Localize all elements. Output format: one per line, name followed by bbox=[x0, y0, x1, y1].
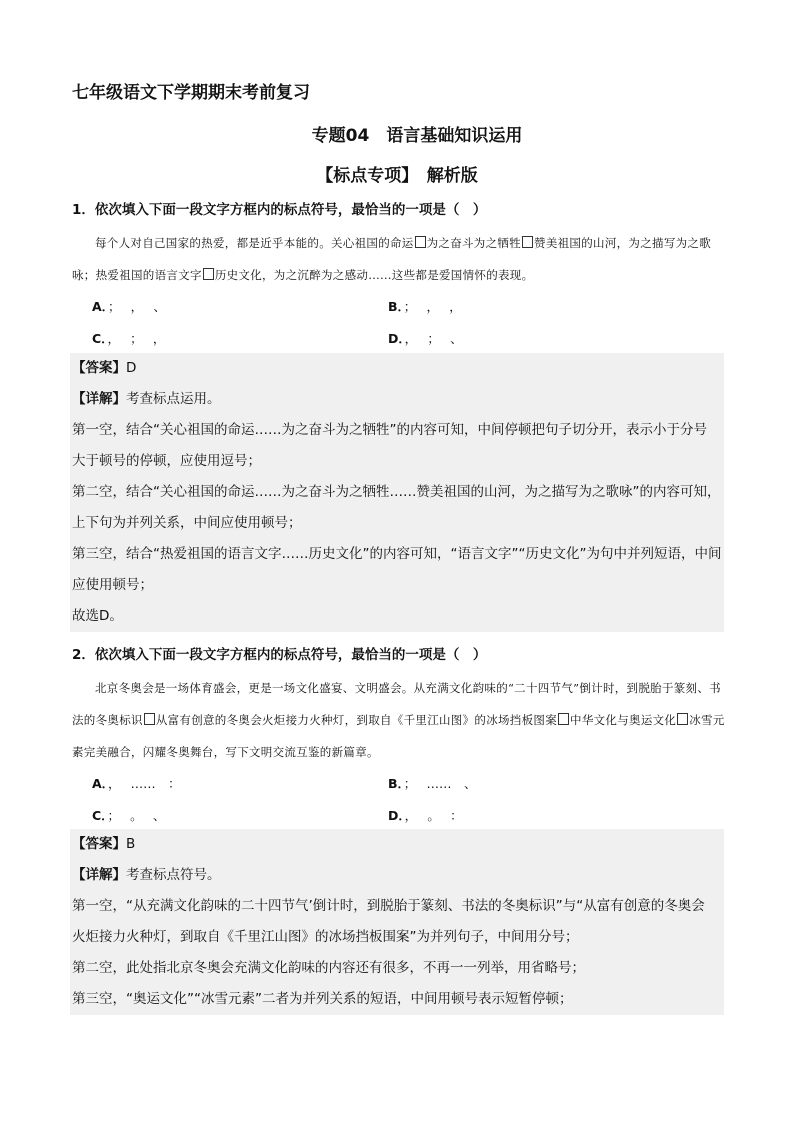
option-text: ； 。 、 bbox=[107, 808, 166, 823]
explanation-line: 上下句为并列关系，中间应使用顿号； bbox=[72, 515, 302, 531]
detail-text: 考查标点符号。 bbox=[126, 867, 221, 883]
document-subtitle: 【标点专项】 解析版 bbox=[316, 166, 478, 186]
explanation-line: 第一空，“从充满文化韵味的二十四节气’倒计时，到脱胎于篆刻、书法的冬奥标识”与“从富有创意的冬奥会 bbox=[72, 898, 705, 914]
blank-box bbox=[677, 713, 688, 725]
passage-segment: 从富有创意的冬奥会火炬接力火种灯，到取自《千里江山图》的冰场挡板图案 bbox=[155, 713, 558, 727]
answer-value: D bbox=[126, 360, 137, 376]
option-a[interactable] bbox=[72, 291, 368, 323]
question-stem: 2．依次填入下面一段文字方框内的标点符号，最恰当的一项是（ ） bbox=[72, 647, 487, 663]
question-passage bbox=[72, 227, 732, 291]
detail-tag: 【详解】 bbox=[72, 391, 126, 407]
option-text: ， ； 、 bbox=[404, 331, 463, 346]
blank-box bbox=[522, 236, 533, 248]
answer-block-1 bbox=[70, 353, 724, 632]
option-text: ； …… 、 bbox=[403, 776, 477, 791]
explanation-line: 大于顿号的停顿，应使用逗号； bbox=[72, 453, 261, 469]
question-stem: 1．依次填入下面一段文字方框内的标点符号，最恰当的一项是（ ） bbox=[72, 202, 487, 218]
detail-text: 考查标点运用。 bbox=[126, 391, 221, 407]
explanation-line: 火炬接力火种灯，到取自《千里江山图》的冰场挡板围案”为并列句子，中间用分号； bbox=[72, 929, 579, 945]
passage-segment: 中华文化与奥运文化 bbox=[570, 713, 677, 727]
explanation-line: 第二空，此处指北京冬奥会充满文化韵味的内容还有很多，不再一一列举，用省略号； bbox=[72, 960, 585, 976]
answer-tag: 【答案】 bbox=[72, 836, 126, 852]
option-label: B． bbox=[388, 776, 404, 791]
option-d[interactable] bbox=[368, 800, 664, 832]
options bbox=[72, 768, 732, 832]
passage-segment: 历史文化，为之沉醉为之感动……这些都是爱国情怀的表现。 bbox=[214, 268, 534, 282]
option-b[interactable] bbox=[368, 768, 664, 800]
passage-segment: 赞美祖国的山河，为之描写为之歌咏；热爱祖国的语言文字 bbox=[72, 236, 712, 282]
question-2 bbox=[72, 644, 732, 832]
option-text: ， …… ： bbox=[107, 776, 181, 791]
question-1 bbox=[72, 199, 732, 355]
answer-block-2 bbox=[70, 829, 724, 1015]
option-c[interactable] bbox=[72, 800, 368, 832]
option-text: ， ； ， bbox=[107, 331, 166, 346]
answer-tag: 【答案】 bbox=[72, 360, 126, 376]
answer-value: B bbox=[126, 836, 136, 852]
options bbox=[72, 291, 732, 355]
option-text: ， 。 ： bbox=[404, 808, 463, 823]
passage-segment: 北京冬奥会是一场体育盛会，更是一场文化盛宴、文明盛会。从充满文化韵味的“二十四节气”倒计时，到脱胎于篆刻、书法的冬奥标识 bbox=[72, 681, 721, 727]
option-label: B． bbox=[388, 299, 404, 314]
option-label: C． bbox=[92, 808, 108, 823]
passage-segment: 冰雪元素完美融合，闪耀冬奥舞台，写下文明交流互鉴的新篇章。 bbox=[72, 713, 725, 759]
document-title: 专题04 语言基础知识运用 bbox=[311, 126, 523, 146]
blank-box bbox=[415, 236, 426, 248]
option-label: C． bbox=[92, 331, 108, 346]
option-d[interactable] bbox=[368, 323, 664, 355]
option-label: D． bbox=[388, 808, 405, 823]
explanation-line: 故选D。 bbox=[72, 608, 123, 624]
option-text: ； ， ， bbox=[403, 299, 462, 314]
option-b[interactable] bbox=[368, 291, 664, 323]
blank-box bbox=[203, 268, 214, 280]
option-a[interactable] bbox=[72, 768, 368, 800]
explanation-line: 第三空，“奥运文化”“冰雪元素”二者为并列关系的短语，中间用顿号表示短暂停顿； bbox=[72, 991, 573, 1007]
question-passage bbox=[72, 672, 732, 768]
option-text: ； ， 、 bbox=[107, 299, 166, 314]
explanation-line: 第一空，结合“关心祖国的命运……为之奋斗为之牺牲”的内容可知，中间停顿把句子切分开，表示小于分号 bbox=[72, 422, 707, 438]
passage-segment: 每个人对自己国家的热爱，都是近乎本能的。关心祖国的命运 bbox=[95, 236, 414, 250]
explanation-line: 第三空，结合“热爱祖国的语言文字……历史文化”的内容可知，“语言文字”“历史文化”为句中并列短语，中间 bbox=[72, 546, 722, 562]
explanation-line: 第二空，结合“关心祖国的命运……为之奋斗为之牺牲……赞美祖国的山河，为之描写为之歌咏”的内容可知， bbox=[72, 484, 721, 500]
option-label: A． bbox=[92, 299, 108, 314]
passage-segment: 为之奋斗为之牺牲 bbox=[426, 236, 522, 250]
explanation-line: 应使用顿号； bbox=[72, 577, 153, 593]
option-label: A． bbox=[92, 776, 108, 791]
blank-box bbox=[558, 713, 569, 725]
detail-tag: 【详解】 bbox=[72, 867, 126, 883]
document-header: 七年级语文下学期期末考前复习 bbox=[72, 83, 310, 103]
option-label: D． bbox=[388, 331, 405, 346]
option-c[interactable] bbox=[72, 323, 368, 355]
blank-box bbox=[144, 713, 155, 725]
